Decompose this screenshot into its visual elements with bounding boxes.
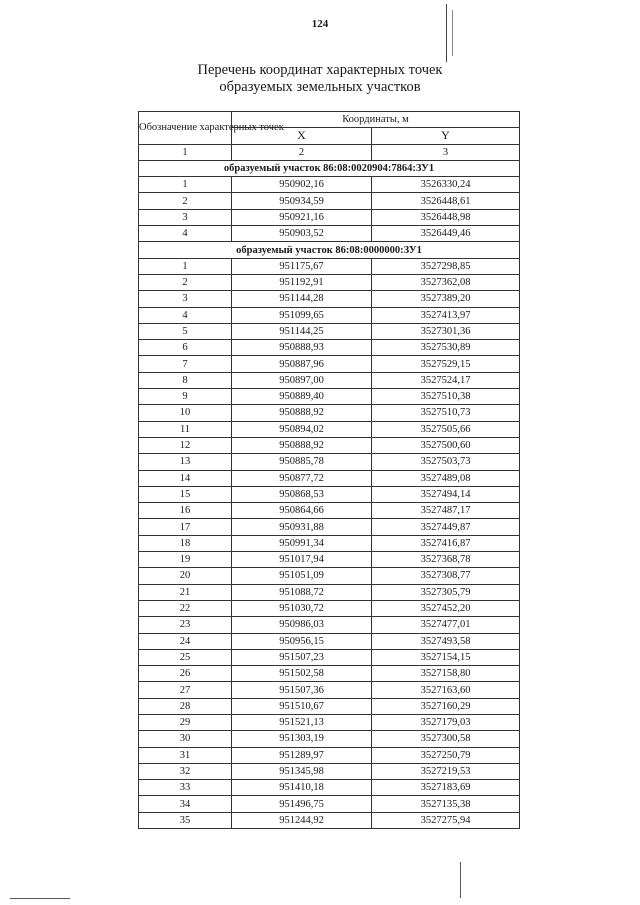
point-number: 13	[139, 454, 232, 470]
coord-x: 950991,34	[232, 535, 372, 551]
table-row	[139, 535, 520, 551]
coord-x: 950888,92	[232, 437, 372, 453]
coord-y: 3526330,24	[372, 177, 520, 193]
header-point-designation: Обозначение характерных точек	[139, 112, 232, 145]
point-number: 3	[139, 291, 232, 307]
point-number: 26	[139, 666, 232, 682]
coord-x: 950934,59	[232, 193, 372, 209]
table-row	[139, 274, 520, 290]
point-number: 3	[139, 209, 232, 225]
table-row	[139, 307, 520, 323]
coord-y: 3527305,79	[372, 584, 520, 600]
point-number: 25	[139, 649, 232, 665]
table-row	[139, 633, 520, 649]
binding-line	[446, 4, 447, 62]
table-row	[139, 763, 520, 779]
coord-x: 951303,19	[232, 731, 372, 747]
point-number: 21	[139, 584, 232, 600]
coord-x: 950897,00	[232, 372, 372, 388]
coord-x: 950888,93	[232, 340, 372, 356]
table-row	[139, 470, 520, 486]
point-number: 18	[139, 535, 232, 551]
table-header-row	[139, 112, 520, 128]
coord-x: 950956,15	[232, 633, 372, 649]
table-row	[139, 568, 520, 584]
coord-x: 951192,91	[232, 274, 372, 290]
header-y: Y	[372, 128, 520, 144]
table-row	[139, 291, 520, 307]
title-line-1: Перечень координат характерных точек	[197, 62, 443, 78]
point-number: 19	[139, 552, 232, 568]
table-row	[139, 666, 520, 682]
point-number: 34	[139, 796, 232, 812]
coord-x: 950902,16	[232, 177, 372, 193]
coord-y: 3527298,85	[372, 258, 520, 274]
table-row	[139, 258, 520, 274]
point-number: 2	[139, 274, 232, 290]
table-row	[139, 226, 520, 242]
coord-y: 3527530,89	[372, 340, 520, 356]
table-row	[139, 584, 520, 600]
point-number: 4	[139, 307, 232, 323]
table-row	[139, 454, 520, 470]
table-row	[139, 682, 520, 698]
coord-x: 951289,97	[232, 747, 372, 763]
table-row	[139, 323, 520, 339]
coord-y: 3527477,01	[372, 617, 520, 633]
coord-x: 951175,67	[232, 258, 372, 274]
coord-x: 950903,52	[232, 226, 372, 242]
coord-x: 950888,92	[232, 405, 372, 421]
coord-y: 3527510,38	[372, 389, 520, 405]
coord-x: 951510,67	[232, 698, 372, 714]
table-row	[139, 209, 520, 225]
coord-x: 950931,88	[232, 519, 372, 535]
point-number: 16	[139, 503, 232, 519]
coord-y: 3527510,73	[372, 405, 520, 421]
table-row	[139, 389, 520, 405]
header-x: X	[232, 128, 372, 144]
table-row	[139, 731, 520, 747]
point-number: 23	[139, 617, 232, 633]
coord-y: 3527160,29	[372, 698, 520, 714]
coord-y: 3527500,60	[372, 437, 520, 453]
coord-x: 950885,78	[232, 454, 372, 470]
table-row	[139, 617, 520, 633]
title-line-2: образуемых земельных участков	[219, 79, 421, 95]
coord-y: 3527449,87	[372, 519, 520, 535]
coord-x: 950877,72	[232, 470, 372, 486]
point-number: 33	[139, 780, 232, 796]
table-row	[139, 812, 520, 828]
point-number: 2	[139, 193, 232, 209]
coord-x: 951244,92	[232, 812, 372, 828]
point-number: 35	[139, 812, 232, 828]
table-row	[139, 356, 520, 372]
coord-y: 3527524,17	[372, 372, 520, 388]
coord-x: 950868,53	[232, 486, 372, 502]
column-number-row	[139, 144, 520, 160]
table-row	[139, 503, 520, 519]
section-title-row	[139, 242, 520, 258]
point-number: 32	[139, 763, 232, 779]
table-row	[139, 747, 520, 763]
coord-x: 951030,72	[232, 600, 372, 616]
coord-y: 3527183,69	[372, 780, 520, 796]
point-number: 15	[139, 486, 232, 502]
point-number: 30	[139, 731, 232, 747]
coord-x: 950887,96	[232, 356, 372, 372]
point-number: 14	[139, 470, 232, 486]
coord-y: 3527179,03	[372, 714, 520, 730]
coord-x: 951502,58	[232, 666, 372, 682]
table-row	[139, 552, 520, 568]
point-number: 29	[139, 714, 232, 730]
coord-y: 3527219,53	[372, 763, 520, 779]
table-row	[139, 340, 520, 356]
coord-y: 3527494,14	[372, 486, 520, 502]
coord-y: 3526448,61	[372, 193, 520, 209]
coord-x: 951099,65	[232, 307, 372, 323]
point-number: 24	[139, 633, 232, 649]
point-number: 1	[139, 177, 232, 193]
coord-x: 951410,18	[232, 780, 372, 796]
coord-y: 3527300,58	[372, 731, 520, 747]
page-number: 124	[311, 18, 329, 30]
point-number: 6	[139, 340, 232, 356]
coord-x: 950889,40	[232, 389, 372, 405]
point-number: 22	[139, 600, 232, 616]
coord-x: 951144,28	[232, 291, 372, 307]
header-coordinates: Координаты, м	[232, 112, 520, 128]
table-row	[139, 405, 520, 421]
coord-y: 3527452,20	[372, 600, 520, 616]
coord-y: 3527413,97	[372, 307, 520, 323]
point-number: 10	[139, 405, 232, 421]
point-number: 31	[139, 747, 232, 763]
point-number: 9	[139, 389, 232, 405]
coord-y: 3527487,17	[372, 503, 520, 519]
point-number: 27	[139, 682, 232, 698]
table-row	[139, 437, 520, 453]
coord-y: 3527154,15	[372, 649, 520, 665]
coord-x: 951051,09	[232, 568, 372, 584]
document-title	[0, 62, 640, 96]
point-number: 12	[139, 437, 232, 453]
coord-x: 951507,36	[232, 682, 372, 698]
section-title: образуемый участок 86:08:0000000:ЗУ1	[139, 242, 520, 258]
coord-x: 951088,72	[232, 584, 372, 600]
point-number: 11	[139, 421, 232, 437]
coord-y: 3527301,36	[372, 323, 520, 339]
coord-x: 951521,13	[232, 714, 372, 730]
coord-x: 950921,16	[232, 209, 372, 225]
table-row	[139, 372, 520, 388]
coord-y: 3527505,66	[372, 421, 520, 437]
point-number: 28	[139, 698, 232, 714]
point-number: 20	[139, 568, 232, 584]
table-row	[139, 486, 520, 502]
coord-y: 3527362,08	[372, 274, 520, 290]
coord-y: 3527416,87	[372, 535, 520, 551]
coord-y: 3527503,73	[372, 454, 520, 470]
table-row	[139, 193, 520, 209]
coord-x: 951496,75	[232, 796, 372, 812]
point-number: 17	[139, 519, 232, 535]
bottom-rule	[10, 898, 70, 899]
column-number: 1	[139, 144, 232, 160]
table-row	[139, 796, 520, 812]
binding-line-secondary	[452, 10, 453, 56]
coord-y: 3526449,46	[372, 226, 520, 242]
table-row	[139, 600, 520, 616]
binding-line-bottom	[460, 862, 461, 898]
section-title-row	[139, 160, 520, 176]
coord-y: 3527135,38	[372, 796, 520, 812]
section-title: образуемый участок 86:08:0020904:7864:ЗУ1	[139, 160, 520, 176]
coord-y: 3527368,78	[372, 552, 520, 568]
coord-x: 951345,98	[232, 763, 372, 779]
table-row	[139, 177, 520, 193]
coord-y: 3527250,79	[372, 747, 520, 763]
coord-y: 3527389,20	[372, 291, 520, 307]
table-row	[139, 714, 520, 730]
coord-x: 951144,25	[232, 323, 372, 339]
coord-y: 3527275,94	[372, 812, 520, 828]
coord-y: 3526448,98	[372, 209, 520, 225]
point-number: 8	[139, 372, 232, 388]
point-number: 4	[139, 226, 232, 242]
coord-y: 3527163,60	[372, 682, 520, 698]
coord-x: 951507,23	[232, 649, 372, 665]
coord-y: 3527308,77	[372, 568, 520, 584]
coord-x: 950864,66	[232, 503, 372, 519]
point-number: 5	[139, 323, 232, 339]
coord-x: 950894,02	[232, 421, 372, 437]
table-row	[139, 780, 520, 796]
column-number: 3	[372, 144, 520, 160]
point-number: 1	[139, 258, 232, 274]
point-number: 7	[139, 356, 232, 372]
coord-y: 3527493,58	[372, 633, 520, 649]
table-row	[139, 649, 520, 665]
table-row	[139, 421, 520, 437]
table-row	[139, 698, 520, 714]
table-row	[139, 519, 520, 535]
coord-y: 3527489,08	[372, 470, 520, 486]
coord-x: 950986,03	[232, 617, 372, 633]
coord-y: 3527158,80	[372, 666, 520, 682]
column-number: 2	[232, 144, 372, 160]
coord-y: 3527529,15	[372, 356, 520, 372]
coordinates-table	[138, 111, 520, 829]
coord-x: 951017,94	[232, 552, 372, 568]
